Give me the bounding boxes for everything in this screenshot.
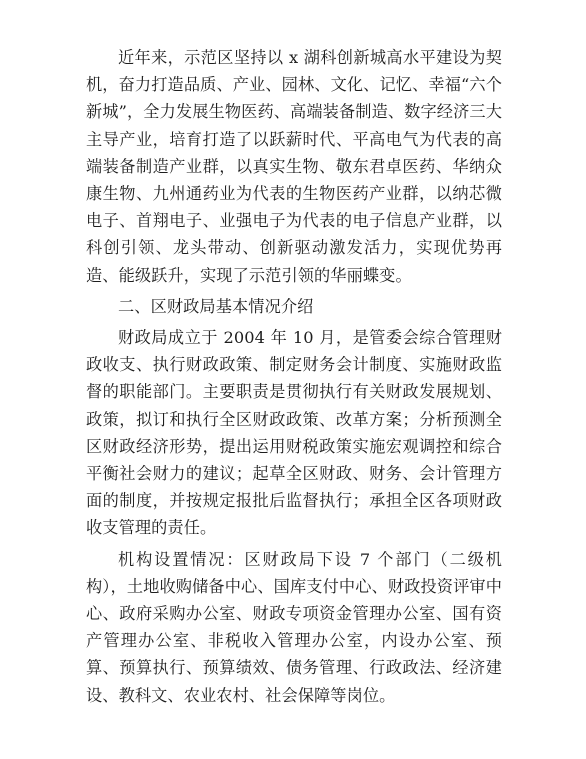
organization-structure-paragraph: 机构设置情况：区财政局下设 7 个部门（二级机构），土地收购储备中心、国库支付中心、财政投资评审中心、政府采购办公室、财政专项资金管理办公室、国有资产管理办公室、非税收入管理办公室，内设办公室、预算、预算执行、预算绩效、债务管理、行政政法、经济建设、教科文、农业农村、社会保障等岗位。 (86, 549, 502, 705)
intro-paragraph: 近年来，示范区坚持以 x 湖科创新城高水平建设为契机，奋力打造品质、产业、园林、文化、记忆、幸福“六个新城”，全力发展生物医药、高端装备制造、数字经济三大主导产业，培育打造了以跃薪时代、平高电气为代表的高端装备制造产业群，以真实生物、敬东君卓医药、华纳众康生物、九州通药业为代表的生物医药产业群，以纳芯微电子、首翔电子、业强电子为代表的电子信息产业群，以科创引领、龙头带动、创新驱动激发活力，实现优势再造、能级跃升，实现了示范引领的华丽蝶变。 (86, 48, 502, 285)
finance-bureau-overview-paragraph: 财政局成立于 2004 年 10 月，是管委会综合管理财政收支、执行财政政策、制定财务会计制度、实施财政监督的职能部门。主要职责是贯彻执行有关财政发展规划、政策，拟订和执行全区财政政策、改革方案；分析预测全区财政经济形势，提出运用财税政策实施宏观调控和综合平衡社会财力的建议；起草全区财政、财务、会计管理方面的制度，并按规定报批后监督执行；承担全区各项财政收支管理的责任。 (86, 328, 502, 538)
document-page (86, 44, 502, 709)
section-heading: 二、区财政局基本情况介绍 (118, 296, 314, 316)
